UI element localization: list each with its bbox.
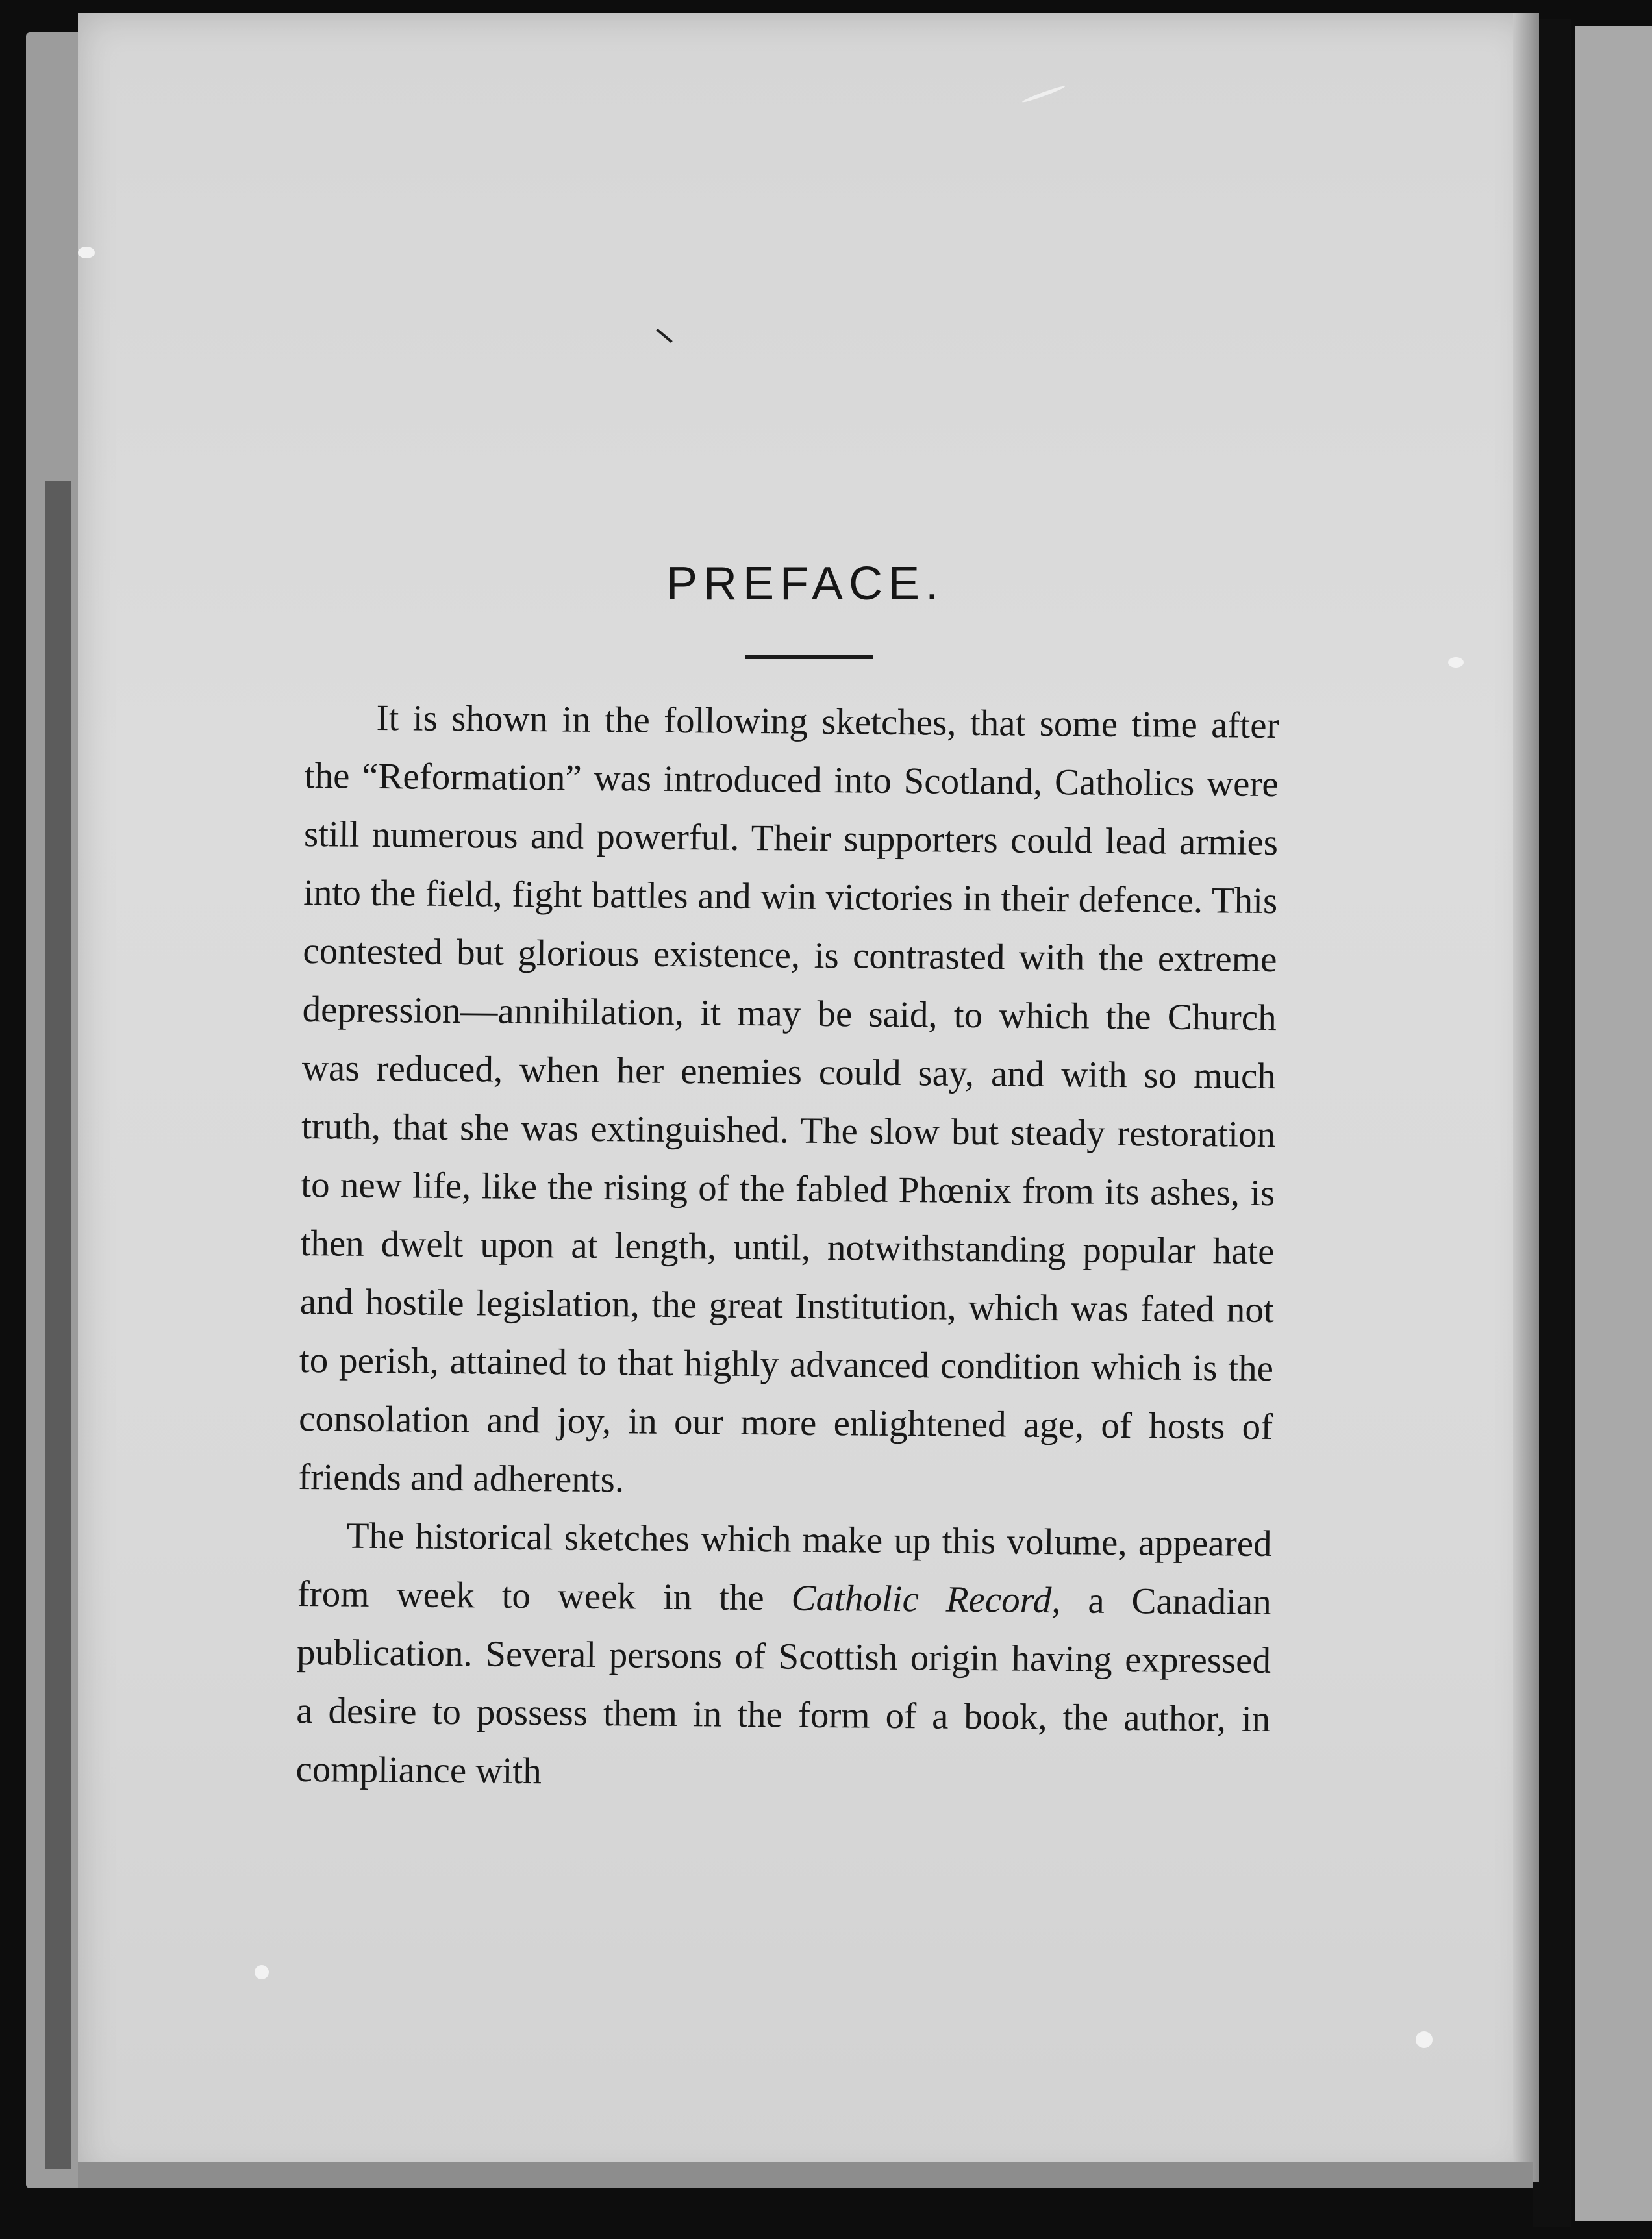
paragraph-2-start: The historical sketches which make up this volume, appeared from week to week in the xyxy=(297,1515,1272,1619)
preface-body xyxy=(295,688,1279,1807)
paragraph-2-end: a Canadian publication. Several persons of Scottish origin having expressed a desire to possess them in the form of a book, the author, in compliance with xyxy=(295,1580,1272,1792)
paragraph-2 xyxy=(295,1507,1272,1807)
facing-page-edge xyxy=(1575,26,1652,2221)
publication-name: Catholic Record, xyxy=(791,1577,1061,1621)
page-right-edge xyxy=(1513,13,1539,2182)
scan-speck xyxy=(78,247,95,258)
scan-speck xyxy=(1416,2031,1433,2048)
title-rule xyxy=(745,655,873,659)
scan-speck xyxy=(255,1965,269,1979)
paragraph-1: It is shown in the following sketches, that some time after the “Reformation” was introduced into Scotland, Catholics were still numerous and powerful. Their supporters could lead armies into the field, fight battles and win victories in their defence. This contested but glorious existence, is contrasted with the extreme depression—annihilation, it may be said, to which the Church was reduced, when her enemies could say, and with so much truth, that she was extinguished. The slow but steady restoration to new life, like the rising of the fabled Phœnix from its ashes, is then dwelt upon at length, until, notwithstanding popular hate and hostile legislation, the great Institution, which was fated not to perish, attained to that highly advanced condition which is the consolation and joy, in our more enlightened age, of hosts of friends and adherents. xyxy=(298,697,1279,1501)
scan-speck xyxy=(1448,657,1464,668)
page-stack-edge xyxy=(45,481,71,2169)
page-bottom-edge xyxy=(78,2162,1533,2188)
page-title: PREFACE. xyxy=(666,558,945,610)
